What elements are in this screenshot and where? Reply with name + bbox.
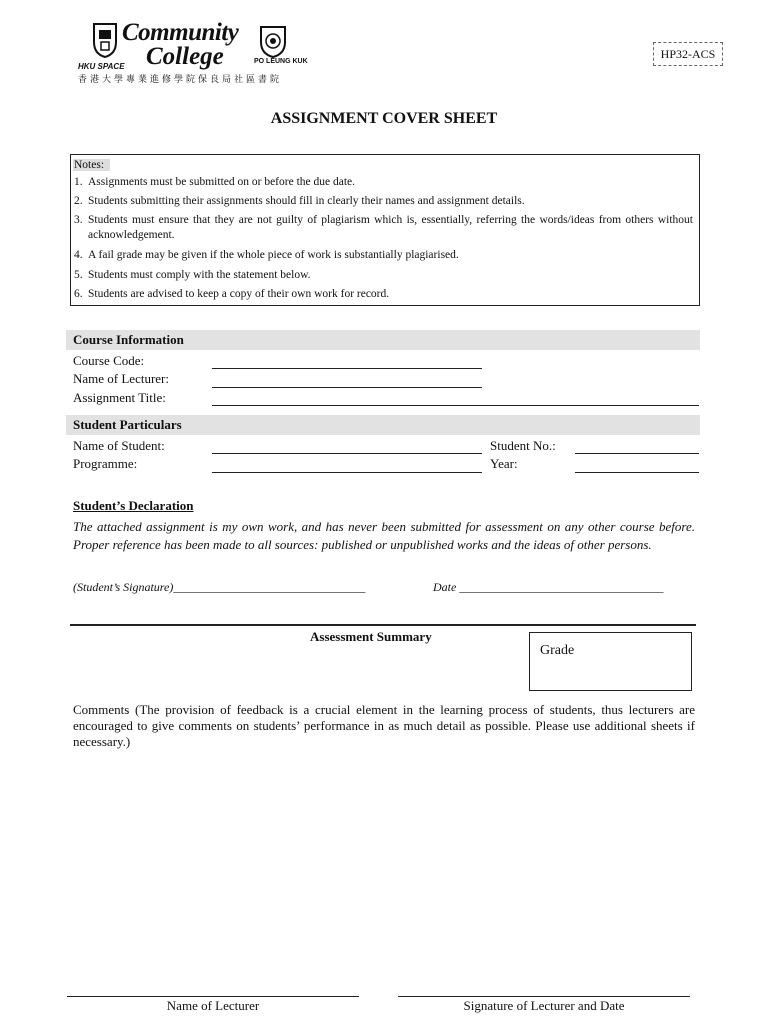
form-code: HP32-ACS (653, 42, 723, 66)
note-number: 6. (74, 288, 83, 300)
logo-text-college: College (146, 43, 224, 70)
comments-text: Comments (The provision of feedback is a crucial element in the learning process of students, thus lecturers are encouraged to give comments on students’ performance in as much detail as possible. Please use additional sheets if necessary.) (73, 702, 695, 749)
note-text: Assignments must be submitted on or before the due date. (88, 176, 356, 188)
logo-text-community: Community (122, 19, 239, 46)
lecturer-name-label: Name of Lecturer (166, 998, 260, 1013)
note-item (74, 194, 693, 209)
student-no-label: Student No.: (490, 438, 556, 453)
note-number: 3. (74, 214, 83, 226)
note-item (74, 248, 693, 263)
declaration-date-field[interactable]: Date __________________________________ (433, 580, 664, 594)
year-label: Year: (490, 456, 518, 471)
page-title: ASSIGNMENT COVER SHEET (270, 110, 498, 127)
note-text: Students are advised to keep a copy of their own work for record. (88, 288, 390, 300)
lecturer-signature-label: Signature of Lecturer and Date (463, 998, 625, 1013)
notes-box (70, 154, 700, 306)
note-text: A fail grade may be given if the whole piece of work is substantially plagiarised. (88, 249, 459, 261)
declaration-heading: Student’s Declaration (73, 498, 194, 513)
student-particulars-heading-text: Student Particulars (73, 417, 182, 432)
logo-chinese-name: 香港大學專業進修學院保良局社區書院 (78, 75, 283, 85)
logo-hku-space: HKU SPACE (78, 62, 125, 71)
note-number: 4. (74, 249, 83, 261)
lecturer-field[interactable] (212, 387, 482, 388)
logo-po-leung-kuk: PO LEUNG KUK (254, 58, 308, 65)
assignment-title-label: Assignment Title: (73, 390, 166, 405)
college-logo (78, 20, 308, 86)
declaration-text: The attached assignment is my own work, and has never been submitted for assessment on any other course before. Proper reference has been made to all sources: published or unpublished works and the ideas of other persons. (73, 519, 695, 552)
lecturer-label: Name of Lecturer: (73, 371, 170, 386)
student-name-label: Name of Student: (73, 438, 165, 453)
lecturer-name-line[interactable] (67, 996, 359, 997)
course-info-heading (66, 330, 700, 350)
note-item (74, 287, 693, 302)
grade-label: Grade (540, 643, 575, 658)
programme-label: Programme: (73, 456, 138, 471)
assessment-summary-heading: Assessment Summary (310, 629, 432, 644)
note-item (74, 268, 693, 283)
course-info-heading-text: Course Information (73, 332, 184, 347)
student-name-field[interactable] (212, 453, 482, 454)
note-number: 2. (74, 195, 83, 207)
note-text: Students submitting their assignments should fill in clearly their names and assignment details. (88, 195, 525, 207)
grade-box[interactable] (529, 632, 692, 691)
student-no-field[interactable] (575, 453, 699, 454)
year-field[interactable] (575, 472, 699, 473)
assignment-title-field[interactable] (212, 405, 699, 406)
hku-crest-icon (92, 22, 118, 58)
notes-heading: Notes: (73, 159, 110, 171)
note-number: 1. (74, 176, 83, 188)
course-code-label: Course Code: (73, 353, 145, 368)
note-item (74, 213, 693, 243)
section-divider (70, 624, 696, 626)
course-code-field[interactable] (212, 368, 482, 369)
note-number: 5. (74, 269, 83, 281)
plk-crest-icon (258, 24, 288, 58)
student-particulars-heading (66, 415, 700, 435)
lecturer-signature-line[interactable] (398, 996, 690, 997)
note-item (74, 175, 693, 190)
note-text: Students must ensure that they are not guilty of plagiarism which is, essentially, referring the words/ideas from others without acknowledgement. (88, 214, 693, 241)
note-text: Students must comply with the statement below. (88, 269, 311, 281)
student-signature-field[interactable]: (Student’s Signature)________________________________ (73, 580, 366, 594)
programme-field[interactable] (212, 472, 482, 473)
